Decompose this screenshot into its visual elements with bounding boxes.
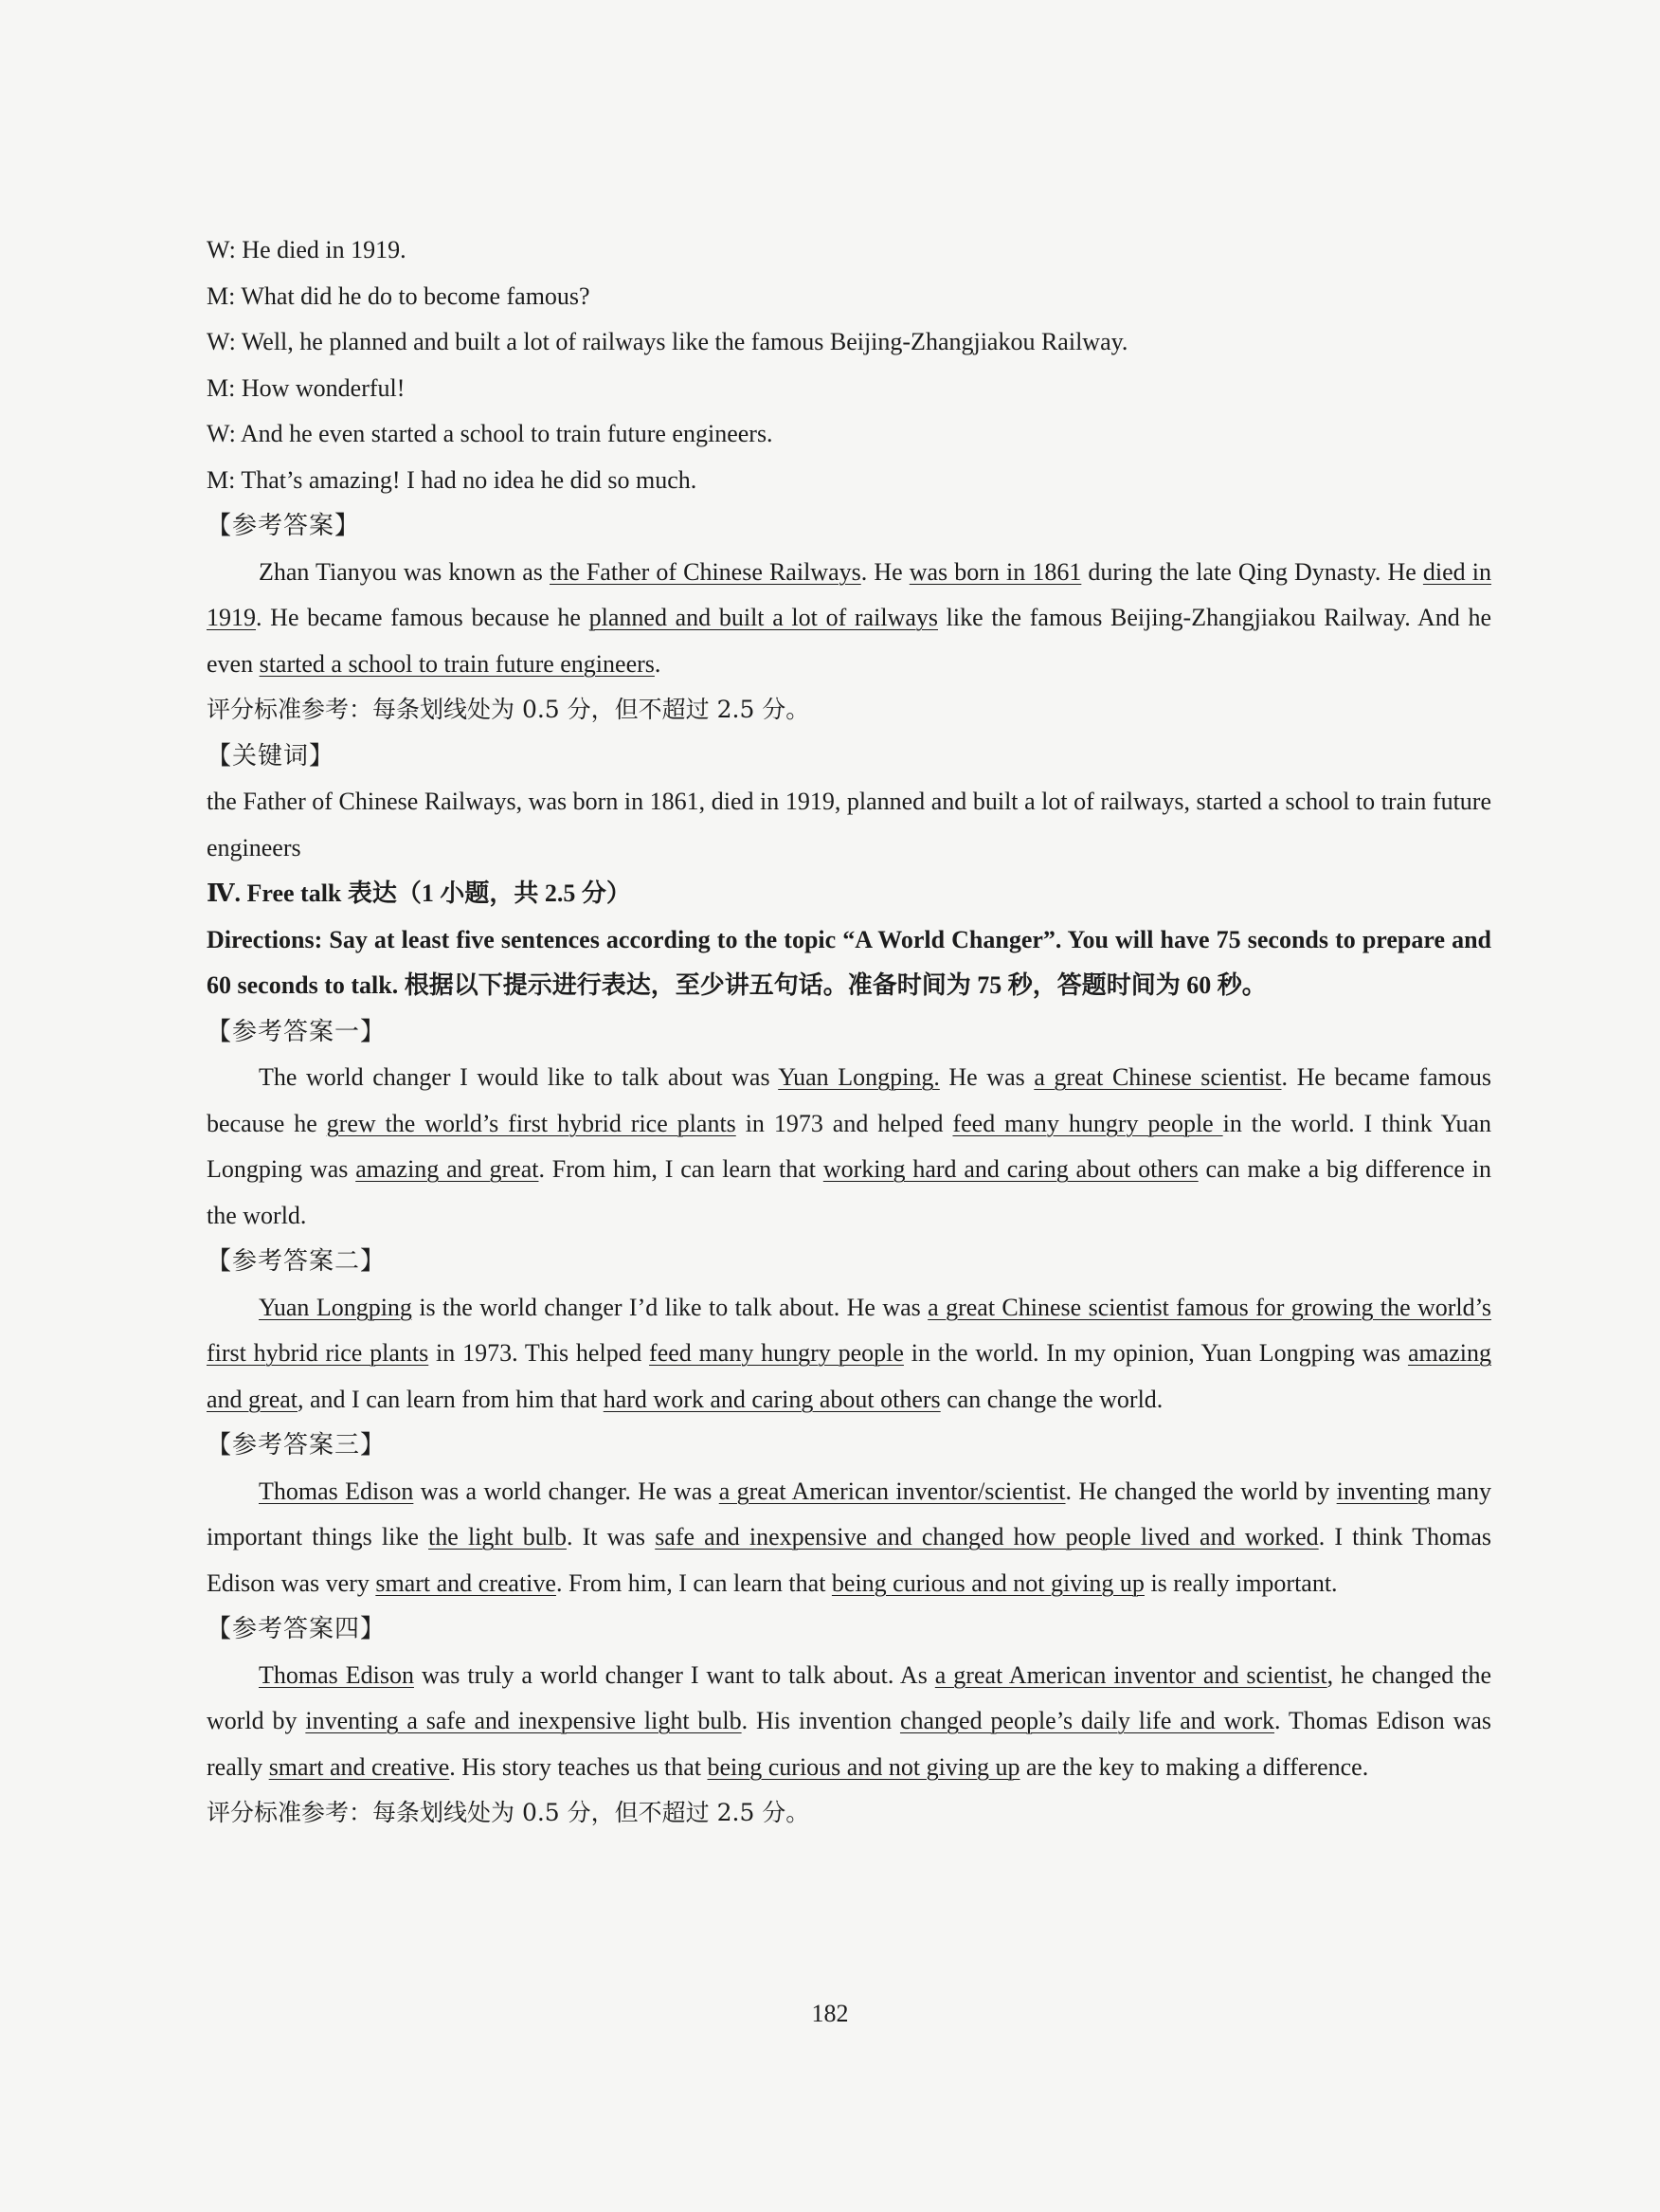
dialogue-line: W: He died in 1919. (207, 236, 406, 263)
dialogue-line: M: That’s amazing! I had no idea he did so much. (207, 465, 697, 494)
answer1-heading: 【参考答案一】 (207, 1017, 387, 1046)
scoring-note: 评分标准参考：每条划线处为 0.5 分，但不超过 2.5 分。 (207, 696, 810, 723)
ref-answer-paragraph: Zhan Tianyou was known as the Father of Chinese Railways. He was born in 1861 during the late Qing Dynasty. He died in 1919. He became famous because he planned and built a lot of railways like the famous Beijing-Zhangjiakou Railway. And he even started a school to train future engineers. (207, 557, 1492, 678)
page-number: 182 (811, 2000, 849, 2027)
ref-answer-heading: 【参考答案】 (207, 512, 361, 540)
answer3-paragraph: Thomas Edison was a world changer. He was a great American inventor/scientist. He changed the world by inventing many important things like the light bulb. It was safe and inexpensive and changed how people lived and worked. I think Thomas Edison was very smart and creative. From him, I can learn that being curious and not giving up is really important. (207, 1477, 1491, 1597)
answer4-heading: 【参考答案四】 (207, 1615, 387, 1643)
scoring-note: 评分标准参考：每条划线处为 0.5 分，但不超过 2.5 分。 (207, 1799, 810, 1826)
dialogue-line: W: Well, he planned and built a lot of railways like the famous Beijing-Zhangjiakou Railway. (207, 328, 1128, 355)
answer4-paragraph: Thomas Edison was truly a world changer I want to talk about. As a great American inventor and scientist, he changed the world by inventing a safe and inexpensive light bulb. His invention changed people’s daily life and work. Thomas Edison was really smart and creative. His story teaches us that being curious and not giving up are the key to making a difference. (207, 1660, 1491, 1781)
answer3-heading: 【参考答案三】 (207, 1431, 387, 1460)
dialogue-line: W: And he even started a school to train future engineers. (207, 420, 773, 447)
keywords-heading: 【关键词】 (207, 741, 335, 771)
dialogue-line: M: What did he do to become famous? (207, 281, 590, 310)
directions-text: Directions: Say at least five sentences according to the topic “A World Changer”. You will have 75 seconds to prepare and 60 seconds to talk. 根据以下提示进行表达，至少讲五句话。准备时间为 75 秒，答题时间为 60 秒。 (207, 925, 1491, 999)
answer2-paragraph: Yuan Longping is the world changer I’d like to talk about. He was a great Chinese scientist famous for growing the world’s first hybrid rice plants in 1973. This helped feed many hungry people in the world. In my opinion, Yuan Longping was amazing and great, and I can learn from him that hard work and caring about others can change the world. (207, 1293, 1492, 1413)
dialogue-line: M: How wonderful! (207, 373, 406, 402)
answer2-heading: 【参考答案二】 (207, 1247, 387, 1276)
page-content (207, 227, 1491, 1837)
keywords-text: the Father of Chinese Railways, was born in 1861, died in 1919, planned and built a lot of railways, started a school to train future engineers (207, 788, 1491, 861)
answer1-paragraph: The world changer I would like to talk about was Yuan Longping. He was a great Chinese scientist. He became famous because he grew the world’s first hybrid rice plants in 1973 and helped feed many hungry people in the world. I think Yuan Longping was amazing and great. From him, I can learn that working hard and caring about others can make a big difference in the world. (207, 1063, 1491, 1229)
section-heading: Ⅳ. Free talk 表达（1 小题，共 2.5 分） (207, 879, 631, 907)
